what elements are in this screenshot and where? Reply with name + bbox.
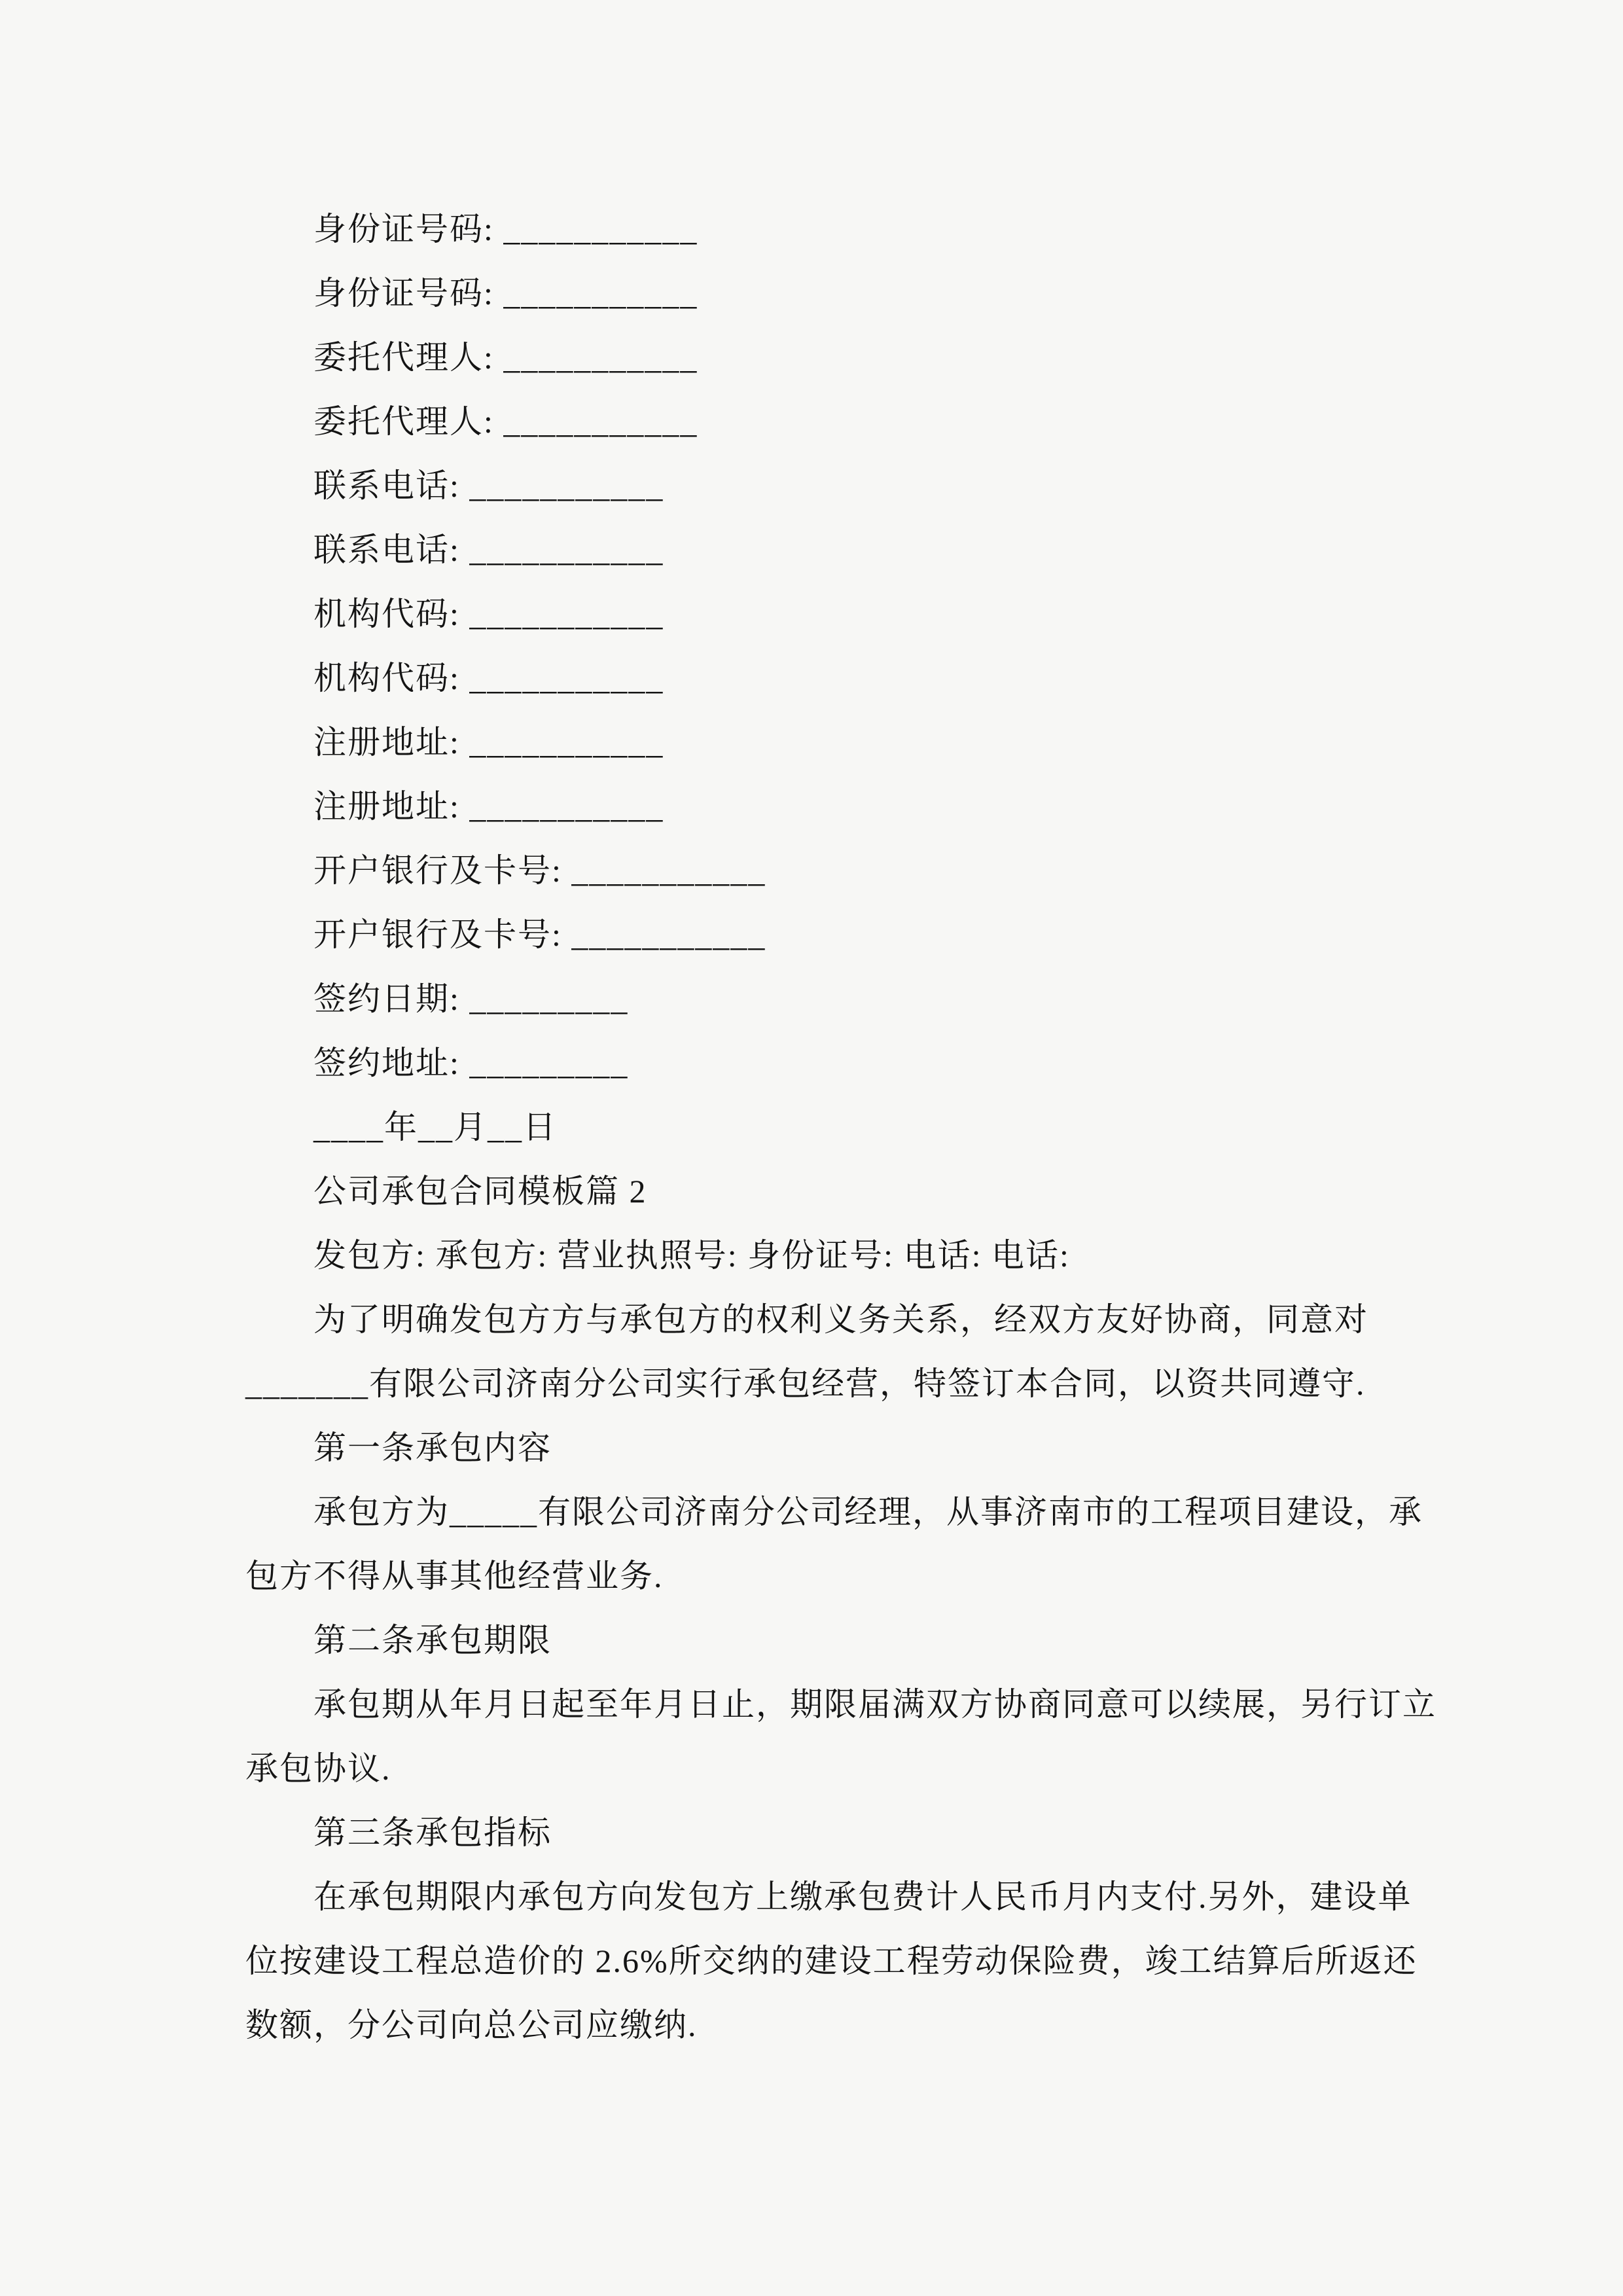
form-line-org-code-2: 机构代码: ___________ [313,660,664,696]
article-3-line-1: 在承包期限内承包方向发包方上缴承包费计人民币月内支付.另外，建设单 [313,1878,1412,1915]
form-line-phone-1: 联系电话: ___________ [313,467,664,504]
article-3-line-3: 数额，分公司向总公司应缴纳. [245,2007,698,2043]
article-2-line-2: 承包协议. [245,1750,391,1787]
form-line-phone-2: 联系电话: ___________ [313,531,664,568]
article-1-line-2: 包方不得从事其他经营业务. [245,1558,664,1594]
article-1-line-1: 承包方为_____有限公司济南分公司经理，从事济南市的工程项目建设，承 [313,1494,1423,1530]
article-3-heading: 第三条承包指标 [313,1814,552,1851]
preamble-line-1: 为了明确发包方方与承包方的权利义务关系，经双方友好协商，同意对 [313,1301,1368,1338]
form-line-agent-1: 委托代理人: ___________ [313,339,698,376]
parties-line: 发包方: 承包方: 营业执照号: 身份证号: 电话: 电话: [313,1237,1070,1274]
form-line-reg-address-2: 注册地址: ___________ [313,788,664,825]
form-line-org-code-1: 机构代码: ___________ [313,596,664,632]
form-line-reg-address-1: 注册地址: ___________ [313,724,664,761]
form-line-bank-card-1: 开户银行及卡号: ___________ [313,852,766,889]
form-line-bank-card-2: 开户银行及卡号: ___________ [313,916,766,953]
section-title: 公司承包合同模板篇 2 [313,1173,647,1210]
form-line-agent-2: 委托代理人: ___________ [313,403,698,440]
form-line-sign-place: 签约地址: _________ [313,1045,629,1081]
article-3-line-2: 位按建设工程总造价的 2.6%所交纳的建设工程劳动保险费，竣工结算后所返还 [245,1943,1418,1979]
form-line-id-number-1: 身份证号码: ___________ [313,211,698,247]
article-2-line-1: 承包期从年月日起至年月日止，期限届满双方协商同意可以续展，另行订立 [313,1686,1436,1723]
article-1-heading: 第一条承包内容 [313,1429,552,1466]
article-2-heading: 第二条承包期限 [313,1622,552,1659]
form-line-id-number-2: 身份证号码: ___________ [313,275,698,312]
date-blank-line: ____年__月__日 [313,1109,557,1145]
form-line-sign-date: 签约日期: _________ [313,980,629,1017]
preamble-line-2: _______有限公司济南分公司实行承包经营，特签订本合同，以资共同遵守. [245,1365,1366,1402]
